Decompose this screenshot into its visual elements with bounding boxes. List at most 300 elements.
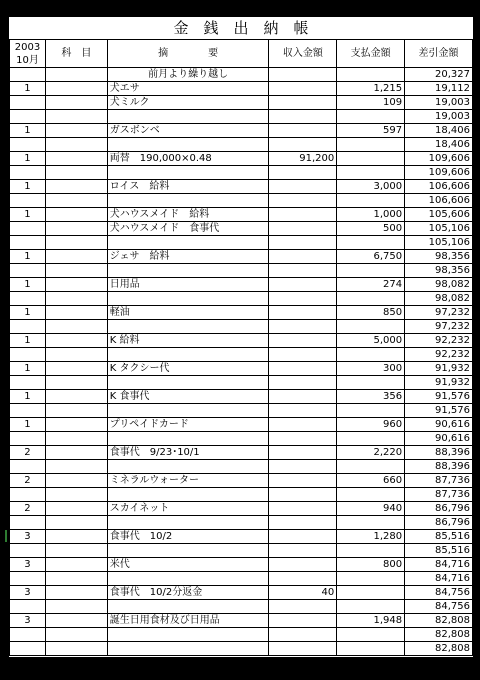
date-cell: 3 bbox=[10, 586, 46, 600]
subject-cell bbox=[45, 474, 107, 488]
expense-cell bbox=[337, 292, 405, 306]
table-row bbox=[10, 306, 473, 320]
date-cell bbox=[10, 516, 46, 530]
income-cell bbox=[269, 558, 337, 572]
subject-cell bbox=[45, 152, 107, 166]
income-cell bbox=[269, 96, 337, 110]
date-cell: 3 bbox=[10, 530, 46, 544]
date-cell bbox=[10, 68, 46, 82]
table-row bbox=[10, 460, 473, 474]
description-cell bbox=[107, 166, 269, 180]
description-cell: 日用品 bbox=[107, 278, 269, 292]
expense-cell bbox=[337, 194, 405, 208]
subject-cell bbox=[45, 404, 107, 418]
description-cell bbox=[107, 460, 269, 474]
income-cell bbox=[269, 418, 337, 432]
month-label: 10月 bbox=[16, 54, 39, 66]
income-cell bbox=[269, 488, 337, 502]
subject-cell bbox=[45, 208, 107, 222]
table-row bbox=[10, 166, 473, 180]
table-row bbox=[10, 264, 473, 278]
subject-cell bbox=[45, 138, 107, 152]
expense-cell bbox=[337, 68, 405, 82]
balance-cell: 97,232 bbox=[405, 306, 473, 320]
ledger-body bbox=[10, 68, 473, 656]
balance-cell: 106,606 bbox=[405, 180, 473, 194]
description-cell bbox=[107, 404, 269, 418]
date-cell: 2 bbox=[10, 474, 46, 488]
subject-cell bbox=[45, 418, 107, 432]
income-cell bbox=[269, 614, 337, 628]
table-row bbox=[10, 320, 473, 334]
table-row bbox=[10, 152, 473, 166]
income-cell bbox=[269, 278, 337, 292]
income-cell bbox=[269, 250, 337, 264]
subject-cell bbox=[45, 544, 107, 558]
balance-cell: 90,616 bbox=[405, 432, 473, 446]
balance-cell: 82,808 bbox=[405, 628, 473, 642]
date-cell: 1 bbox=[10, 334, 46, 348]
expense-cell bbox=[337, 432, 405, 446]
expense-cell bbox=[337, 110, 405, 124]
year-label: 2003 bbox=[14, 41, 41, 53]
table-row bbox=[10, 628, 473, 642]
expense-cell: 800 bbox=[337, 558, 405, 572]
description-cell: ミネラルウォーター bbox=[107, 474, 269, 488]
date-cell: 1 bbox=[10, 208, 46, 222]
subject-cell bbox=[45, 82, 107, 96]
subject-cell bbox=[45, 320, 107, 334]
table-row bbox=[10, 194, 473, 208]
balance-cell: 85,516 bbox=[405, 544, 473, 558]
balance-header: 差引金額 bbox=[405, 40, 473, 68]
description-cell: K 給料 bbox=[107, 334, 269, 348]
balance-cell: 84,756 bbox=[405, 586, 473, 600]
income-cell bbox=[269, 530, 337, 544]
expense-cell bbox=[337, 628, 405, 642]
subject-cell bbox=[45, 432, 107, 446]
expense-cell bbox=[337, 460, 405, 474]
expense-cell bbox=[337, 572, 405, 586]
description-cell bbox=[107, 572, 269, 586]
description-cell: 米代 bbox=[107, 558, 269, 572]
date-cell bbox=[10, 292, 46, 306]
table-row bbox=[10, 292, 473, 306]
description-cell bbox=[107, 488, 269, 502]
table-row bbox=[10, 362, 473, 376]
subject-cell bbox=[45, 96, 107, 110]
subject-cell bbox=[45, 222, 107, 236]
table-row bbox=[10, 404, 473, 418]
description-cell bbox=[107, 110, 269, 124]
table-row bbox=[10, 516, 473, 530]
subject-cell bbox=[45, 628, 107, 642]
balance-cell: 19,003 bbox=[405, 96, 473, 110]
description-cell: 前月より繰り越し bbox=[107, 68, 269, 82]
table-row bbox=[10, 600, 473, 614]
expense-cell: 1,280 bbox=[337, 530, 405, 544]
table-row bbox=[10, 68, 473, 82]
date-cell bbox=[10, 194, 46, 208]
expense-cell bbox=[337, 138, 405, 152]
subject-cell bbox=[45, 530, 107, 544]
table-row bbox=[10, 572, 473, 586]
date-cell: 1 bbox=[10, 250, 46, 264]
subject-header: 科 目 bbox=[45, 40, 107, 68]
subject-cell bbox=[45, 586, 107, 600]
expense-cell bbox=[337, 642, 405, 656]
description-cell: K タクシー代 bbox=[107, 362, 269, 376]
expense-cell: 5,000 bbox=[337, 334, 405, 348]
description-cell bbox=[107, 544, 269, 558]
balance-cell: 19,112 bbox=[405, 82, 473, 96]
expense-cell: 1,000 bbox=[337, 208, 405, 222]
expense-cell bbox=[337, 600, 405, 614]
date-cell: 1 bbox=[10, 124, 46, 138]
date-cell bbox=[10, 320, 46, 334]
date-cell bbox=[10, 222, 46, 236]
description-cell: 誕生日用食材及び日用品 bbox=[107, 614, 269, 628]
date-cell bbox=[10, 432, 46, 446]
date-header bbox=[10, 40, 46, 68]
table-row bbox=[10, 278, 473, 292]
description-cell: プリペイドカード bbox=[107, 418, 269, 432]
income-cell bbox=[269, 572, 337, 586]
expense-cell: 109 bbox=[337, 96, 405, 110]
description-cell: ガスボンベ bbox=[107, 124, 269, 138]
balance-cell: 106,606 bbox=[405, 194, 473, 208]
date-cell bbox=[10, 264, 46, 278]
description-cell: 犬エサ bbox=[107, 82, 269, 96]
income-cell bbox=[269, 474, 337, 488]
income-cell bbox=[269, 404, 337, 418]
table-row bbox=[10, 474, 473, 488]
description-cell: 食事代 9/23･10/1 bbox=[107, 446, 269, 460]
income-cell bbox=[269, 628, 337, 642]
income-cell bbox=[269, 124, 337, 138]
description-cell: 軽油 bbox=[107, 306, 269, 320]
date-cell bbox=[10, 488, 46, 502]
date-cell bbox=[10, 544, 46, 558]
balance-cell: 92,232 bbox=[405, 348, 473, 362]
date-cell: 2 bbox=[10, 502, 46, 516]
expense-cell: 300 bbox=[337, 362, 405, 376]
subject-cell bbox=[45, 348, 107, 362]
date-cell: 1 bbox=[10, 152, 46, 166]
expense-cell bbox=[337, 516, 405, 530]
income-cell bbox=[269, 194, 337, 208]
expense-cell bbox=[337, 376, 405, 390]
table-row bbox=[10, 96, 473, 110]
balance-cell: 109,606 bbox=[405, 166, 473, 180]
balance-cell: 91,932 bbox=[405, 376, 473, 390]
balance-cell: 88,396 bbox=[405, 446, 473, 460]
income-cell bbox=[269, 320, 337, 334]
date-cell bbox=[10, 348, 46, 362]
table-row bbox=[10, 376, 473, 390]
expense-cell: 356 bbox=[337, 390, 405, 404]
subject-cell bbox=[45, 278, 107, 292]
date-cell: 1 bbox=[10, 180, 46, 194]
date-cell: 1 bbox=[10, 278, 46, 292]
date-cell bbox=[10, 572, 46, 586]
table-row bbox=[10, 222, 473, 236]
description-cell: 食事代 10/2 bbox=[107, 530, 269, 544]
date-cell bbox=[10, 166, 46, 180]
table-row bbox=[10, 614, 473, 628]
date-cell bbox=[10, 600, 46, 614]
description-cell: 犬ハウスメイド 給料 bbox=[107, 208, 269, 222]
balance-cell: 82,808 bbox=[405, 614, 473, 628]
balance-cell: 84,716 bbox=[405, 572, 473, 586]
income-header: 収入金額 bbox=[269, 40, 337, 68]
table-row bbox=[10, 110, 473, 124]
income-cell bbox=[269, 208, 337, 222]
subject-cell bbox=[45, 502, 107, 516]
subject-cell bbox=[45, 362, 107, 376]
date-cell bbox=[10, 138, 46, 152]
balance-cell: 90,616 bbox=[405, 418, 473, 432]
subject-cell bbox=[45, 124, 107, 138]
expense-cell bbox=[337, 264, 405, 278]
table-row bbox=[10, 544, 473, 558]
income-cell bbox=[269, 306, 337, 320]
description-header: 摘 要 bbox=[107, 40, 269, 68]
subject-cell bbox=[45, 446, 107, 460]
description-cell bbox=[107, 432, 269, 446]
balance-cell: 85,516 bbox=[405, 530, 473, 544]
subject-cell bbox=[45, 292, 107, 306]
expense-cell: 274 bbox=[337, 278, 405, 292]
date-cell bbox=[10, 96, 46, 110]
table-row bbox=[10, 82, 473, 96]
date-cell bbox=[10, 110, 46, 124]
balance-cell: 87,736 bbox=[405, 488, 473, 502]
table-row bbox=[10, 250, 473, 264]
expense-cell: 660 bbox=[337, 474, 405, 488]
subject-cell bbox=[45, 334, 107, 348]
subject-cell bbox=[45, 516, 107, 530]
expense-cell: 500 bbox=[337, 222, 405, 236]
expense-cell bbox=[337, 320, 405, 334]
expense-header: 支払金額 bbox=[337, 40, 405, 68]
expense-cell bbox=[337, 166, 405, 180]
table-row bbox=[10, 208, 473, 222]
balance-cell: 91,576 bbox=[405, 404, 473, 418]
balance-cell: 84,716 bbox=[405, 558, 473, 572]
subject-cell bbox=[45, 68, 107, 82]
subject-cell bbox=[45, 306, 107, 320]
balance-cell: 91,932 bbox=[405, 362, 473, 376]
row-marker bbox=[5, 530, 7, 542]
description-cell bbox=[107, 292, 269, 306]
description-cell: 両替 190,000×0.48 bbox=[107, 152, 269, 166]
expense-cell bbox=[337, 586, 405, 600]
subject-cell bbox=[45, 390, 107, 404]
description-cell: スカイネット bbox=[107, 502, 269, 516]
balance-cell: 88,396 bbox=[405, 460, 473, 474]
ledger-sheet bbox=[8, 16, 474, 658]
income-cell bbox=[269, 82, 337, 96]
description-cell bbox=[107, 264, 269, 278]
balance-cell: 84,756 bbox=[405, 600, 473, 614]
table-row bbox=[10, 586, 473, 600]
expense-cell bbox=[337, 348, 405, 362]
subject-cell bbox=[45, 194, 107, 208]
income-cell bbox=[269, 138, 337, 152]
expense-cell bbox=[337, 544, 405, 558]
income-cell bbox=[269, 600, 337, 614]
table-row bbox=[10, 488, 473, 502]
income-cell bbox=[269, 68, 337, 82]
balance-cell: 91,576 bbox=[405, 390, 473, 404]
income-cell bbox=[269, 446, 337, 460]
date-cell bbox=[10, 460, 46, 474]
balance-cell: 109,606 bbox=[405, 152, 473, 166]
balance-cell: 105,106 bbox=[405, 236, 473, 250]
subject-cell bbox=[45, 488, 107, 502]
subject-cell bbox=[45, 166, 107, 180]
subject-cell bbox=[45, 264, 107, 278]
income-cell bbox=[269, 348, 337, 362]
balance-cell: 92,232 bbox=[405, 334, 473, 348]
expense-cell: 940 bbox=[337, 502, 405, 516]
expense-cell: 1,215 bbox=[337, 82, 405, 96]
balance-cell: 86,796 bbox=[405, 502, 473, 516]
table-row bbox=[10, 502, 473, 516]
table-row bbox=[10, 124, 473, 138]
date-cell: 2 bbox=[10, 446, 46, 460]
description-cell bbox=[107, 348, 269, 362]
subject-cell bbox=[45, 376, 107, 390]
subject-cell bbox=[45, 558, 107, 572]
expense-cell: 960 bbox=[337, 418, 405, 432]
subject-cell bbox=[45, 642, 107, 656]
date-cell bbox=[10, 376, 46, 390]
date-cell: 3 bbox=[10, 614, 46, 628]
expense-cell bbox=[337, 404, 405, 418]
table-row bbox=[10, 334, 473, 348]
expense-cell: 597 bbox=[337, 124, 405, 138]
expense-cell: 6,750 bbox=[337, 250, 405, 264]
description-cell bbox=[107, 320, 269, 334]
balance-cell: 87,736 bbox=[405, 474, 473, 488]
income-cell bbox=[269, 544, 337, 558]
date-cell: 1 bbox=[10, 82, 46, 96]
income-cell bbox=[269, 642, 337, 656]
description-cell: K 食事代 bbox=[107, 390, 269, 404]
income-cell bbox=[269, 110, 337, 124]
income-cell bbox=[269, 390, 337, 404]
income-cell bbox=[269, 180, 337, 194]
balance-cell: 18,406 bbox=[405, 138, 473, 152]
table-row bbox=[10, 390, 473, 404]
date-cell: 1 bbox=[10, 362, 46, 376]
income-cell bbox=[269, 292, 337, 306]
description-cell bbox=[107, 376, 269, 390]
expense-cell: 1,948 bbox=[337, 614, 405, 628]
table-row bbox=[10, 180, 473, 194]
balance-cell: 98,082 bbox=[405, 278, 473, 292]
income-cell: 91,200 bbox=[269, 152, 337, 166]
balance-cell: 98,356 bbox=[405, 250, 473, 264]
date-cell: 1 bbox=[10, 306, 46, 320]
income-cell bbox=[269, 166, 337, 180]
table-row bbox=[10, 138, 473, 152]
subject-cell bbox=[45, 110, 107, 124]
income-cell: 40 bbox=[269, 586, 337, 600]
income-cell bbox=[269, 264, 337, 278]
subject-cell bbox=[45, 600, 107, 614]
expense-cell bbox=[337, 152, 405, 166]
income-cell bbox=[269, 236, 337, 250]
balance-cell: 97,232 bbox=[405, 320, 473, 334]
page-title: 金 銭 出 納 帳 bbox=[173, 19, 309, 37]
table-row bbox=[10, 530, 473, 544]
balance-cell: 105,606 bbox=[405, 208, 473, 222]
expense-cell: 3,000 bbox=[337, 180, 405, 194]
income-cell bbox=[269, 334, 337, 348]
subject-cell bbox=[45, 180, 107, 194]
description-cell: ロイス 給料 bbox=[107, 180, 269, 194]
balance-cell: 19,003 bbox=[405, 110, 473, 124]
date-cell: 3 bbox=[10, 558, 46, 572]
expense-cell: 850 bbox=[337, 306, 405, 320]
date-cell: 1 bbox=[10, 418, 46, 432]
balance-cell: 98,356 bbox=[405, 264, 473, 278]
income-cell bbox=[269, 516, 337, 530]
date-cell bbox=[10, 236, 46, 250]
subject-cell bbox=[45, 614, 107, 628]
description-cell bbox=[107, 628, 269, 642]
income-cell bbox=[269, 222, 337, 236]
income-cell bbox=[269, 376, 337, 390]
balance-cell: 86,796 bbox=[405, 516, 473, 530]
table-row bbox=[10, 558, 473, 572]
description-cell bbox=[107, 642, 269, 656]
description-cell: ジェサ 給料 bbox=[107, 250, 269, 264]
table-row bbox=[10, 348, 473, 362]
header-row bbox=[10, 40, 473, 68]
date-cell bbox=[10, 628, 46, 642]
balance-cell: 18,406 bbox=[405, 124, 473, 138]
subject-cell bbox=[45, 250, 107, 264]
table-row bbox=[10, 642, 473, 656]
description-cell bbox=[107, 194, 269, 208]
date-cell: 1 bbox=[10, 390, 46, 404]
income-cell bbox=[269, 460, 337, 474]
table-row bbox=[10, 432, 473, 446]
subject-cell bbox=[45, 460, 107, 474]
balance-cell: 82,808 bbox=[405, 642, 473, 656]
income-cell bbox=[269, 502, 337, 516]
description-cell bbox=[107, 516, 269, 530]
date-cell bbox=[10, 642, 46, 656]
description-cell bbox=[107, 600, 269, 614]
income-cell bbox=[269, 362, 337, 376]
income-cell bbox=[269, 432, 337, 446]
table-row bbox=[10, 236, 473, 250]
balance-cell: 98,082 bbox=[405, 292, 473, 306]
expense-cell: 2,220 bbox=[337, 446, 405, 460]
subject-cell bbox=[45, 572, 107, 586]
balance-cell: 20,327 bbox=[405, 68, 473, 82]
subject-cell bbox=[45, 236, 107, 250]
date-cell bbox=[10, 404, 46, 418]
description-cell: 食事代 10/2分返金 bbox=[107, 586, 269, 600]
expense-cell bbox=[337, 488, 405, 502]
description-cell bbox=[107, 138, 269, 152]
